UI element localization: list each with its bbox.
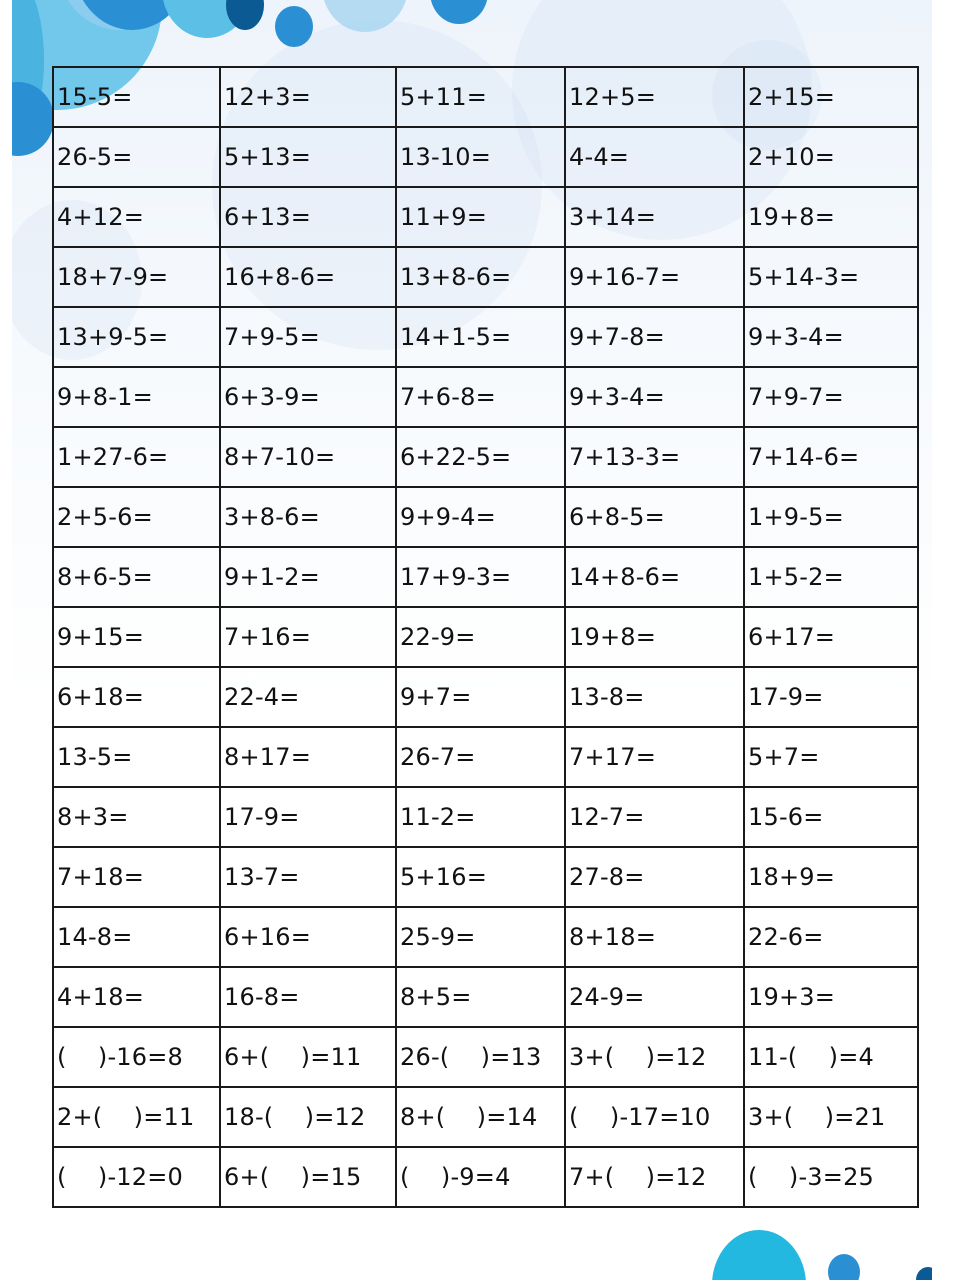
problem-cell: 8+18= bbox=[565, 907, 744, 967]
problem-cell: 14+8-6= bbox=[565, 547, 744, 607]
problem-cell: 16-8= bbox=[220, 967, 396, 1027]
worksheet-row bbox=[53, 1027, 918, 1087]
bubble-decoration bbox=[275, 6, 313, 47]
bubble-decoration bbox=[430, 0, 488, 24]
worksheet-row bbox=[53, 727, 918, 787]
problem-cell: 12-7= bbox=[565, 787, 744, 847]
fill-blank-cell: ( )-17=10 bbox=[565, 1087, 744, 1147]
problem-cell: 26-5= bbox=[53, 127, 220, 187]
worksheet-row bbox=[53, 847, 918, 907]
problem-cell: 13-8= bbox=[565, 667, 744, 727]
problem-cell: 22-4= bbox=[220, 667, 396, 727]
problem-cell: 7+9-5= bbox=[220, 307, 396, 367]
worksheet-row bbox=[53, 367, 918, 427]
problem-cell: 7+14-6= bbox=[744, 427, 918, 487]
fill-blank-cell: 6+( )=11 bbox=[220, 1027, 396, 1087]
problem-cell: 8+17= bbox=[220, 727, 396, 787]
problem-cell: 18+9= bbox=[744, 847, 918, 907]
worksheet-row bbox=[53, 547, 918, 607]
problem-cell: 9+16-7= bbox=[565, 247, 744, 307]
problem-cell: 13-10= bbox=[396, 127, 565, 187]
problem-cell: 13-5= bbox=[53, 727, 220, 787]
worksheet-row bbox=[53, 1087, 918, 1147]
problem-cell: 2+15= bbox=[744, 67, 918, 127]
problem-cell: 5+16= bbox=[396, 847, 565, 907]
fill-blank-cell: 8+( )=14 bbox=[396, 1087, 565, 1147]
problem-cell: 9+7= bbox=[396, 667, 565, 727]
problem-cell: 9+15= bbox=[53, 607, 220, 667]
fill-blank-cell: ( )-9=4 bbox=[396, 1147, 565, 1207]
problem-cell: 2+5-6= bbox=[53, 487, 220, 547]
problem-cell: 8+3= bbox=[53, 787, 220, 847]
problem-cell: 6+18= bbox=[53, 667, 220, 727]
problem-cell: 12+5= bbox=[565, 67, 744, 127]
fill-blank-cell: 3+( )=21 bbox=[744, 1087, 918, 1147]
problem-cell: 7+13-3= bbox=[565, 427, 744, 487]
problem-cell: 24-9= bbox=[565, 967, 744, 1027]
problem-cell: 7+9-7= bbox=[744, 367, 918, 427]
problem-cell: 11-2= bbox=[396, 787, 565, 847]
problem-cell: 6+13= bbox=[220, 187, 396, 247]
worksheet-row bbox=[53, 1147, 918, 1207]
problem-cell: 1+27-6= bbox=[53, 427, 220, 487]
problem-cell: 7+18= bbox=[53, 847, 220, 907]
bubble-decoration bbox=[828, 1254, 860, 1280]
problem-cell: 14-8= bbox=[53, 907, 220, 967]
problem-cell: 19+3= bbox=[744, 967, 918, 1027]
problem-cell: 26-7= bbox=[396, 727, 565, 787]
worksheet-row bbox=[53, 607, 918, 667]
problem-cell: 9+7-8= bbox=[565, 307, 744, 367]
worksheet-row bbox=[53, 667, 918, 727]
fill-blank-cell: 18-( )=12 bbox=[220, 1087, 396, 1147]
worksheet-row bbox=[53, 967, 918, 1027]
problem-cell: 6+3-9= bbox=[220, 367, 396, 427]
problem-cell: 6+17= bbox=[744, 607, 918, 667]
problem-cell: 9+3-4= bbox=[565, 367, 744, 427]
problem-cell: 9+9-4= bbox=[396, 487, 565, 547]
problem-cell: 15-5= bbox=[53, 67, 220, 127]
problem-cell: 8+5= bbox=[396, 967, 565, 1027]
problem-cell: 7+6-8= bbox=[396, 367, 565, 427]
problem-cell: 19+8= bbox=[565, 607, 744, 667]
problem-cell: 6+8-5= bbox=[565, 487, 744, 547]
fill-blank-cell: ( )-3=25 bbox=[744, 1147, 918, 1207]
problem-cell: 7+16= bbox=[220, 607, 396, 667]
problem-cell: 12+3= bbox=[220, 67, 396, 127]
problem-cell: 25-9= bbox=[396, 907, 565, 967]
worksheet-row bbox=[53, 187, 918, 247]
problem-cell: 16+8-6= bbox=[220, 247, 396, 307]
problem-cell: 13-7= bbox=[220, 847, 396, 907]
worksheet-row bbox=[53, 787, 918, 847]
problem-cell: 22-9= bbox=[396, 607, 565, 667]
bubble-decoration bbox=[712, 1230, 806, 1280]
problem-cell: 17-9= bbox=[220, 787, 396, 847]
problem-cell: 14+1-5= bbox=[396, 307, 565, 367]
problem-cell: 5+13= bbox=[220, 127, 396, 187]
arithmetic-worksheet-table bbox=[52, 66, 919, 1208]
problem-cell: 17-9= bbox=[744, 667, 918, 727]
problem-cell: 2+10= bbox=[744, 127, 918, 187]
fill-blank-cell: 26-( )=13 bbox=[396, 1027, 565, 1087]
problem-cell: 5+7= bbox=[744, 727, 918, 787]
problem-cell: 9+1-2= bbox=[220, 547, 396, 607]
problem-cell: 6+22-5= bbox=[396, 427, 565, 487]
problem-cell: 3+14= bbox=[565, 187, 744, 247]
problem-cell: 19+8= bbox=[744, 187, 918, 247]
fill-blank-cell: 6+( )=15 bbox=[220, 1147, 396, 1207]
problem-cell: 7+17= bbox=[565, 727, 744, 787]
problem-cell: 18+7-9= bbox=[53, 247, 220, 307]
problem-cell: 3+8-6= bbox=[220, 487, 396, 547]
fill-blank-cell: 3+( )=12 bbox=[565, 1027, 744, 1087]
fill-blank-cell: ( )-12=0 bbox=[53, 1147, 220, 1207]
problem-cell: 27-8= bbox=[565, 847, 744, 907]
problem-cell: 5+11= bbox=[396, 67, 565, 127]
problem-cell: 22-6= bbox=[744, 907, 918, 967]
problem-cell: 6+16= bbox=[220, 907, 396, 967]
fill-blank-cell: 11-( )=4 bbox=[744, 1027, 918, 1087]
worksheet-row bbox=[53, 67, 918, 127]
problem-cell: 4+12= bbox=[53, 187, 220, 247]
problem-cell: 1+9-5= bbox=[744, 487, 918, 547]
fill-blank-cell: 7+( )=12 bbox=[565, 1147, 744, 1207]
problem-cell: 17+9-3= bbox=[396, 547, 565, 607]
problem-cell: 5+14-3= bbox=[744, 247, 918, 307]
problem-cell: 11+9= bbox=[396, 187, 565, 247]
fill-blank-cell: 2+( )=11 bbox=[53, 1087, 220, 1147]
worksheet-row bbox=[53, 127, 918, 187]
worksheet-row bbox=[53, 427, 918, 487]
worksheet-row bbox=[53, 247, 918, 307]
problem-cell: 1+5-2= bbox=[744, 547, 918, 607]
problem-cell: 8+6-5= bbox=[53, 547, 220, 607]
problem-cell: 15-6= bbox=[744, 787, 918, 847]
worksheet-row bbox=[53, 487, 918, 547]
page-margin bbox=[932, 0, 946, 1280]
problem-cell: 9+3-4= bbox=[744, 307, 918, 367]
problem-cell: 13+9-5= bbox=[53, 307, 220, 367]
worksheet-row bbox=[53, 307, 918, 367]
problem-cell: 13+8-6= bbox=[396, 247, 565, 307]
problem-cell: 9+8-1= bbox=[53, 367, 220, 427]
worksheet-row bbox=[53, 907, 918, 967]
problem-cell: 4-4= bbox=[565, 127, 744, 187]
problem-cell: 4+18= bbox=[53, 967, 220, 1027]
fill-blank-cell: ( )-16=8 bbox=[53, 1027, 220, 1087]
problem-cell: 8+7-10= bbox=[220, 427, 396, 487]
